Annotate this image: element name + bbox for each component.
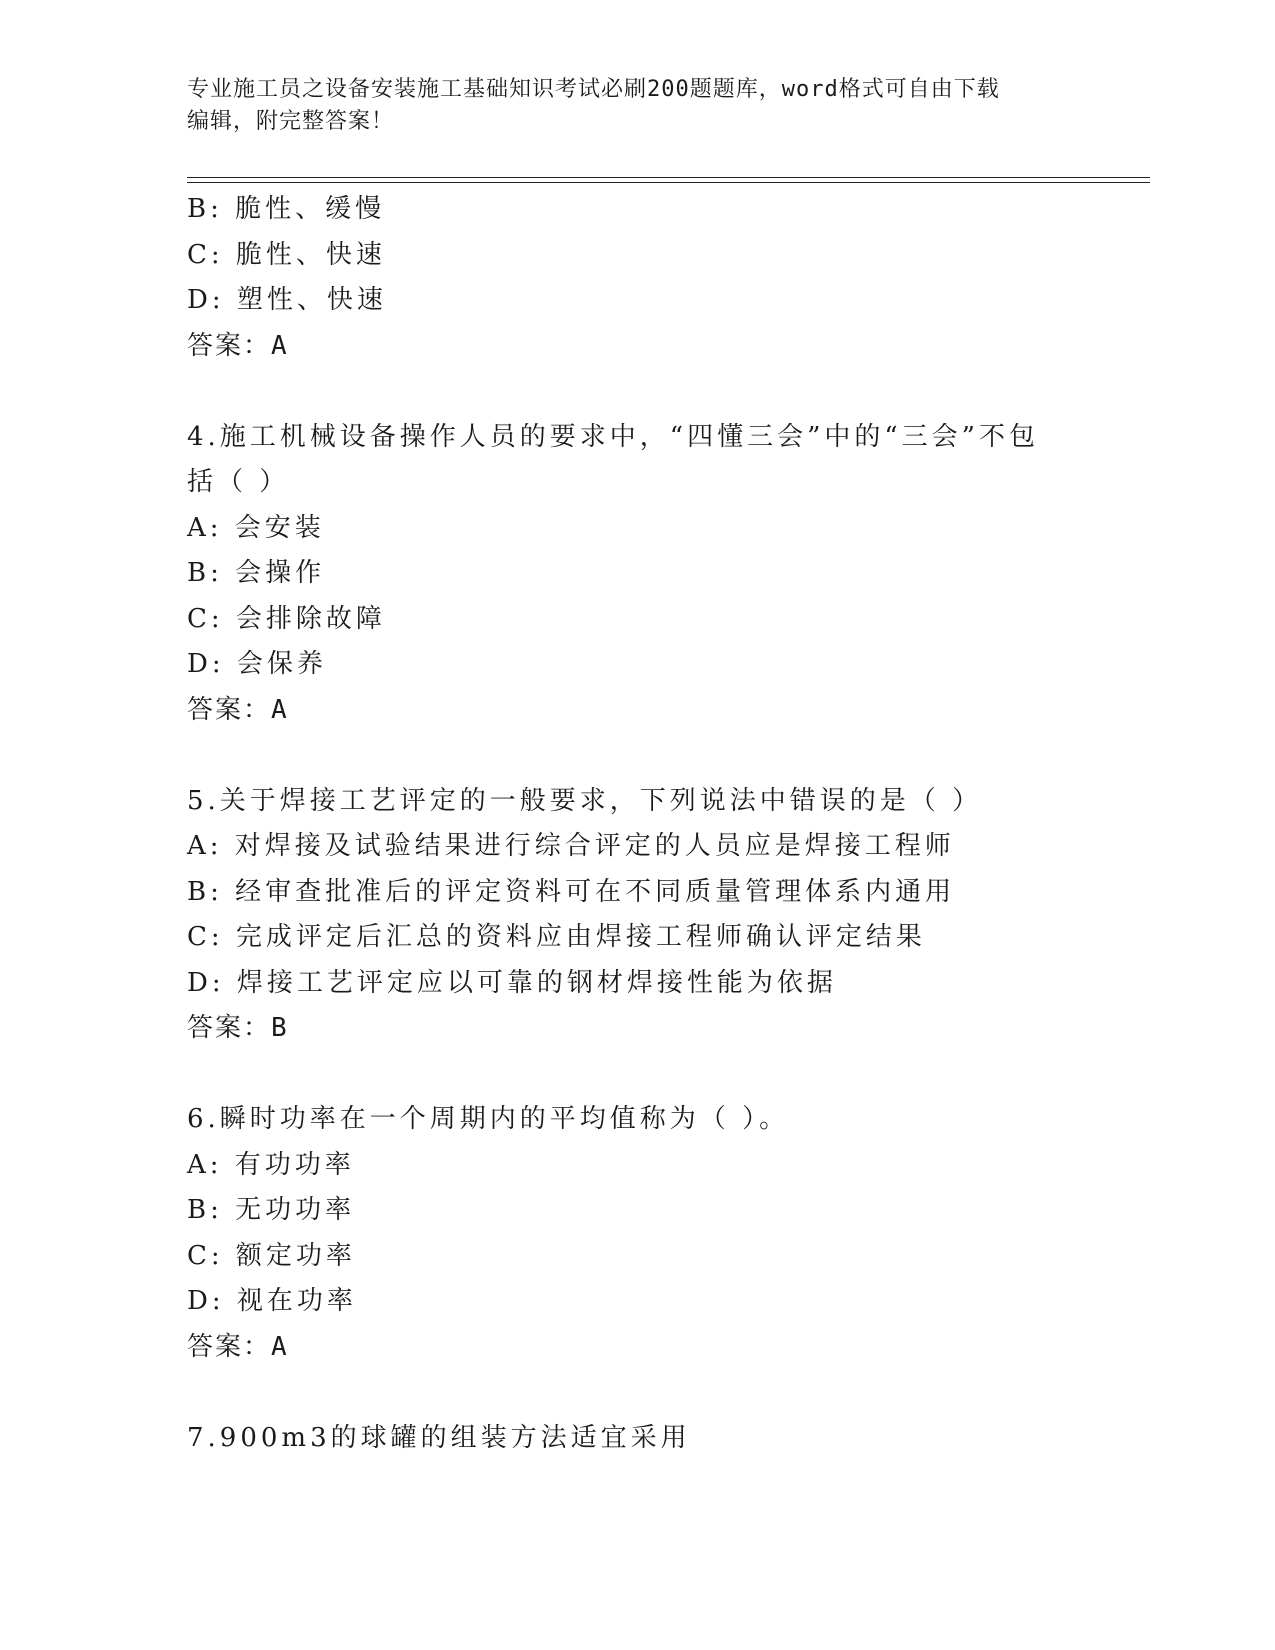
question-6 (187, 1097, 1087, 1370)
spacer (187, 1052, 1087, 1098)
question-7 (187, 1416, 1087, 1462)
question-5 (187, 779, 1087, 1052)
question-stem: 6.瞬时功率在一个周期内的平均值称为（ ）。 (187, 1104, 790, 1134)
question-stem-cont: 括（ ） (187, 467, 290, 497)
header-line-2: 编辑，附完整答案！ (187, 109, 395, 134)
question-stem: 5.关于焊接工艺评定的一般要求，下列说法中错误的是（ ） (187, 785, 983, 816)
option-d: D: 视在功率 (187, 1286, 357, 1316)
option-b: B: 脆性、缓慢 (187, 194, 386, 224)
document-header (187, 74, 1087, 138)
question-3 (187, 187, 1087, 369)
question-4 (187, 415, 1087, 734)
answer: 答案：A (187, 330, 289, 361)
answer: 答案：A (187, 694, 289, 725)
option-c: C: 会排除故障 (187, 603, 386, 634)
header-rule-top (187, 177, 1150, 178)
option-d: D: 塑性、快速 (187, 285, 387, 315)
option-a: A: 会安装 (187, 512, 325, 543)
option-a: A: 有功功率 (187, 1149, 355, 1180)
option-b: B: 会操作 (187, 558, 326, 588)
spacer (187, 733, 1087, 779)
header-rule-bottom (187, 182, 1150, 183)
option-c: C: 完成评定后汇总的资料应由焊接工程师确认评定结果 (187, 922, 926, 952)
option-b: B: 无功功率 (187, 1195, 356, 1225)
answer: 答案：A (187, 1331, 289, 1362)
option-b: B: 经审查批准后的评定资料可在不同质量管理体系内通用 (187, 876, 956, 907)
question-stem: 7.900m3的球罐的组装方法适宜采用 (187, 1422, 691, 1453)
spacer (187, 369, 1087, 415)
option-d: D: 焊接工艺评定应以可靠的钢材焊接性能为依据 (187, 967, 837, 998)
answer: 答案：B (187, 1013, 289, 1043)
spacer (187, 1370, 1087, 1416)
question-list (187, 187, 1087, 1461)
option-c: C: 脆性、快速 (187, 239, 386, 270)
question-stem: 4.施工机械设备操作人员的要求中，“四懂三会”中的“三会”不包 (187, 421, 1039, 452)
option-d: D: 会保养 (187, 649, 327, 679)
header-line-1: 专业施工员之设备安装施工基础知识考试必刷200题题库，word格式可自由下载 (187, 77, 1000, 102)
option-c: C: 额定功率 (187, 1240, 356, 1271)
option-a: A: 对焊接及试验结果进行综合评定的人员应是焊接工程师 (187, 831, 955, 861)
